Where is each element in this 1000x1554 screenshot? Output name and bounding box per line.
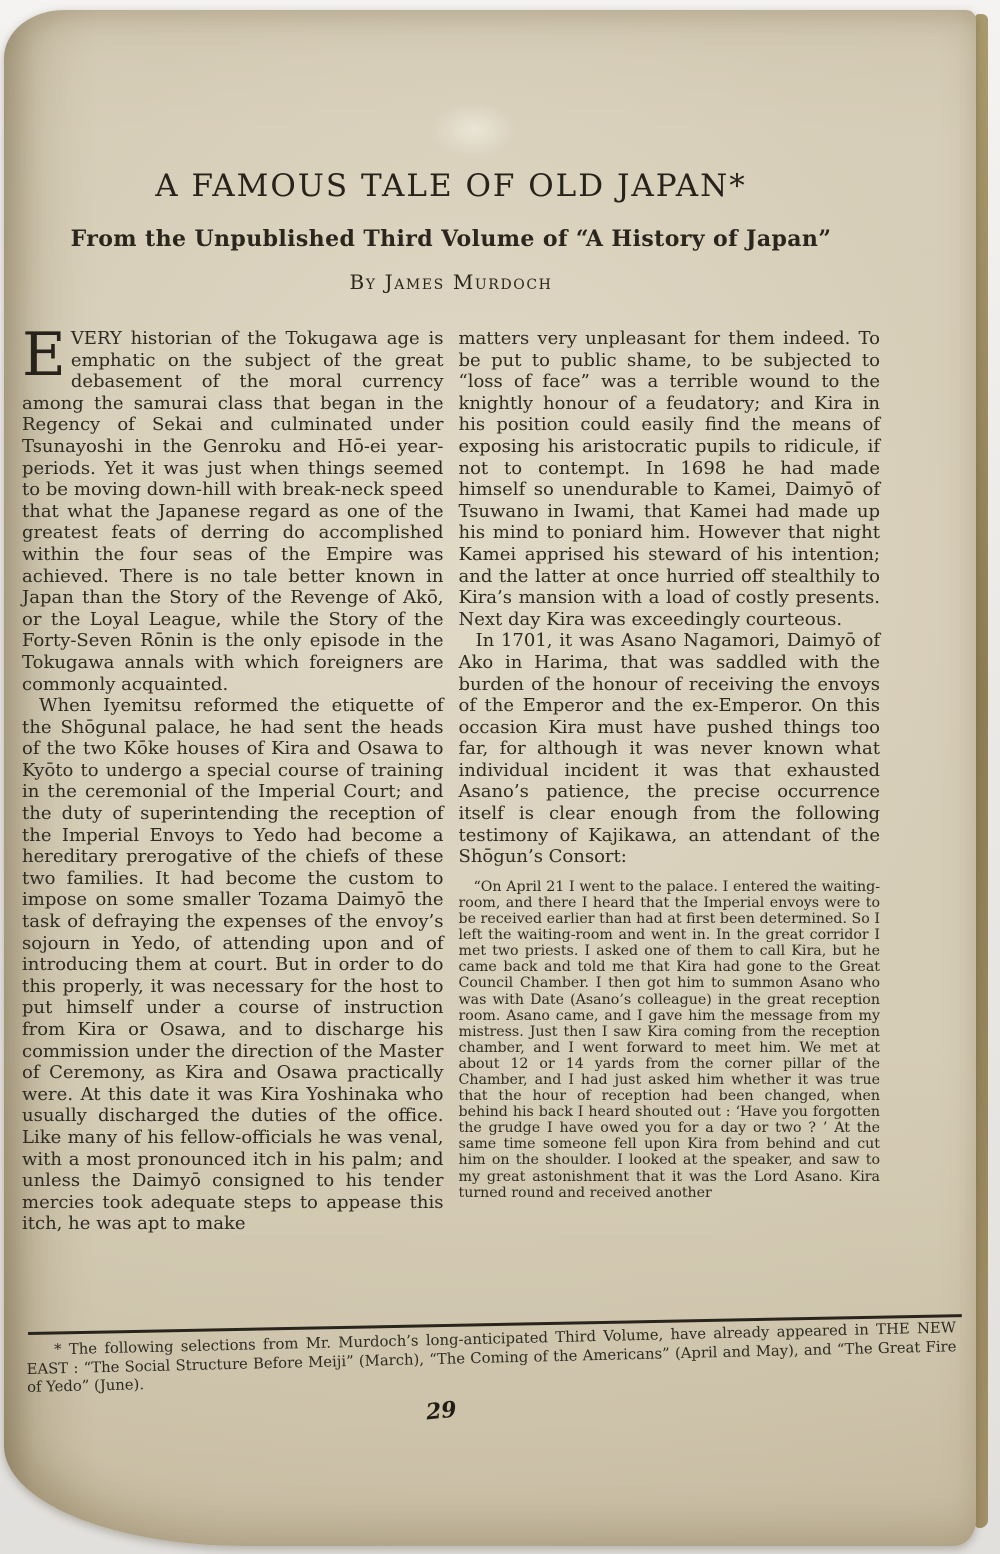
drop-cap: E xyxy=(22,320,66,390)
book-page-edges xyxy=(975,14,988,1528)
page-content xyxy=(22,168,880,1235)
article-title: A FAMOUS TALE OF OLD JAPAN* xyxy=(155,168,747,204)
text-columns xyxy=(22,320,880,1235)
article-byline: By James Murdoch xyxy=(349,270,553,294)
blockquote-paragraph: “On April 21 I went to the palace. I entered the waiting-room, and there I heard that the Imperial envoys were to be received earlier than had at first been determined. So I left the waiting-room and went in. In the great corridor I met two priests. I asked one of them to call Kira, but he came back and told me that Kira had gone to the Great Council Chamber. I then got him to summon Asano who was with Date (Asano’s colleague) in the great reception room. Asano came, and I gave him the message from my mistress. Just then I saw Kira coming from the reception chamber, and I went forward to meet him. We met at about 12 or 14 yards from the corner pillar of the Chamber, and I had just asked him whether it was true that the hour of reception had been changed, when behind his back I heard shouted out : ‘Have you forgotten the grudge I have owed you for a day or two ? ’ At the same time someone fell upon Kira from behind and cut him on the shoulder. I looked at the speaker, and saw to my great astonishment that it was the Lord Asano. Kira turned round and received another xyxy=(458,878,880,1201)
left-column xyxy=(22,320,444,1235)
right-column xyxy=(459,328,881,1235)
article-subtitle: From the Unpublished Third Volume of “A History of Japan” xyxy=(70,226,832,252)
footnote: * The following selections from Mr. Murdoch’s long-anticipated Third Volume, have already appeared in THE NEW EAST : “The Social Structure Before Meiji” (March), “The Coming of the Americans” (April and May), and “The Great Fire of Yedo” (June). xyxy=(26,1319,957,1397)
page-number: 29 xyxy=(424,1396,458,1426)
body-paragraph: matters very unpleasant for them indeed. To be put to public shame, to be subjected to “loss of face” was a terrible wound to the knightly honour of a feudatory; and Kira in his position could easily find the means of exposing his aristocratic pupils to ridicule, if not to contempt. In 1698 he had made himself so unendurable to Kamei, Daimyō of Tsuwano in Iwami, that Kamei had made up his mind to poniard him. However that night Kamei apprised his steward of his intention; and the latter at once hurried off stealthily to Kira’s mansion with a load of costly presents. Next day Kira was exceedingly courteous. xyxy=(458,328,880,630)
body-paragraph: In 1701, it was Asano Nagamori, Daimyō of Ako in Harima, that was saddled with the burden of the honour of receiving the envoys of the Emperor and the ex-Emperor. On this occasion Kira must have pushed things too far, for although it was never known what individual incident it was that exhausted Asano’s patience, the precise occurrence itself is clear enough from the following testimony of Kajikawa, an attendant of the Shōgun’s Consort: xyxy=(458,630,880,868)
body-paragraph: EVERY historian of the Tokugawa age is emphatic on the subject of the great debasement of the moral currency among the samurai class that began in the Regency of Sekai and culminated under Tsunayoshi in the Genroku and Hō-ei year-periods. Yet it was just when things seemed to be moving down-hill with break-neck speed that what the Japanese regard as one of the greatest feats of derring do accomplished within the four seas of the Empire was achieved. There is no tale better known in Japan than the Story of the Revenge of Akō, or the Loyal League, while the Story of the Forty-Seven Rōnin is the only episode in the Tokugawa annals with which foreigners are commonly acquainted. xyxy=(22,320,444,695)
body-paragraph: When Iyemitsu reformed the etiquette of the Shōgunal palace, he had sent the heads of the two Kōke houses of Kira and Osawa to Kyōto to undergo a special course of training in the ceremonial of the Imperial Court; and the duty of superintending the reception of the Imperial Envoys to Yedo had become a hereditary prerogative of the chiefs of these two families. It had become the custom to impose on some smaller Tozama Daimyō the task of defraying the expenses of the envoy’s sojourn in Yedo, of attending upon and of introducing them at court. But in order to do this properly, it was necessary for the host to put himself under a course of instruction from Kira or Osawa, and to discharge his commission under the direction of the Master of Ceremony, as Kira and Osawa practically were. At this date it was Kira Yoshinaka who usually discharged the duties of the office. Like many of his fellow-officials he was venal, with a most pronounced itch in his palm; and unless the Daimyō consigned to his tender mercies took adequate steps to appease this itch, he was apt to make xyxy=(22,695,444,1235)
book-page xyxy=(4,10,976,1546)
